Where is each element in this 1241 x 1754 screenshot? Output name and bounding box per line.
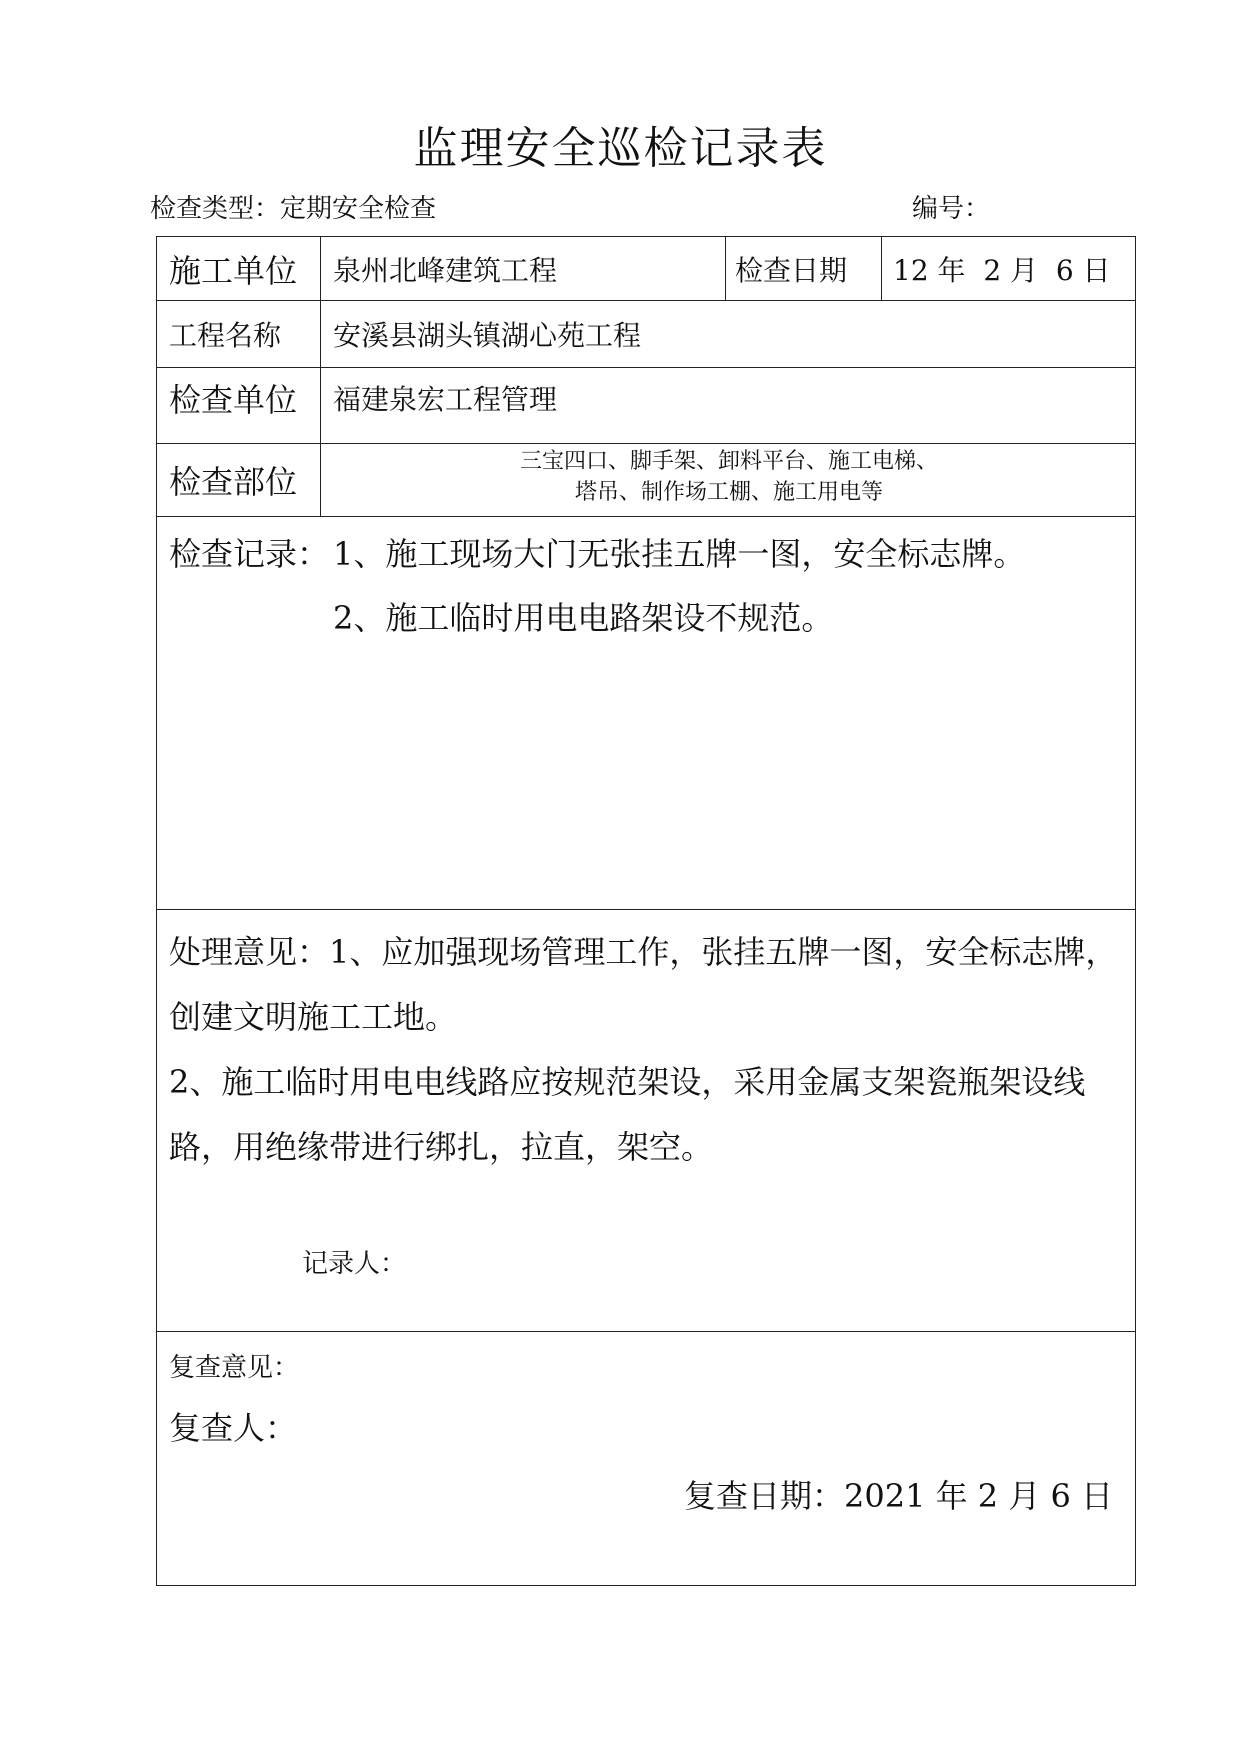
review-opinion-label: 复查意见：	[169, 1353, 300, 1383]
inspection-unit-value: 福建泉宏工程管理	[333, 383, 558, 416]
number-label: 编号：	[912, 194, 991, 224]
row-divider	[157, 909, 1135, 910]
recorder-label: 记录人：	[302, 1249, 407, 1279]
inspection-unit-label: 检查单位	[169, 381, 298, 419]
project-name-label: 工程名称	[169, 318, 282, 352]
row-divider	[157, 300, 1135, 301]
construction-unit-label: 施工单位	[169, 251, 298, 290]
inspection-form	[156, 236, 1136, 1586]
inspection-type	[150, 188, 436, 225]
inspection-part-line-1: 三宝四口、脚手架、卸料平台、施工电梯、	[519, 449, 938, 474]
inspection-date-value: 12 年 2 月 6 日	[893, 253, 1111, 287]
project-name-value: 安溪县湖头镇湖心苑工程	[333, 318, 642, 352]
row-divider	[157, 1331, 1135, 1332]
inspection-type-label: 检查类型：	[150, 194, 281, 224]
handling-opinion-line-1: 处理意见：1、应加强现场管理工作，张挂五牌一图，安全标志牌，	[169, 933, 1118, 971]
inspection-type-value: 定期安全检查	[280, 194, 437, 224]
inspection-record-label: 检查记录：	[169, 535, 330, 573]
row-divider	[157, 443, 1135, 444]
handling-opinion-line-4: 路，用绝缘带进行绑扎，拉直，架空。	[169, 1128, 714, 1166]
inspection-part-line-2: 塔吊、制作场工棚、施工用电等	[574, 480, 883, 505]
handling-opinion-line-2: 创建文明施工工地。	[169, 998, 458, 1036]
review-date: 复查日期：2021 年 2 月 6 日	[684, 1477, 1114, 1515]
reviewer-label: 复查人：	[169, 1409, 298, 1447]
column-divider	[725, 237, 726, 300]
column-divider	[881, 237, 882, 300]
construction-unit-value: 泉州北峰建筑工程	[333, 253, 558, 287]
inspection-part-value	[321, 446, 1137, 508]
inspection-record-item-2: 2、施工临时用电电路架设不规范。	[333, 599, 834, 637]
inspection-date-label: 检查日期	[735, 253, 848, 287]
row-divider	[157, 516, 1135, 517]
page-title: 监理安全巡检记录表	[413, 123, 828, 174]
inspection-part-label: 检查部位	[169, 462, 298, 501]
row-divider	[157, 367, 1135, 368]
handling-opinion-line-3: 2、施工临时用电电线路应按规范架设，采用金属支架瓷瓶架设线	[169, 1063, 1086, 1101]
inspection-record-item-1: 1、施工现场大门无张挂五牌一图，安全标志牌。	[333, 535, 1026, 573]
